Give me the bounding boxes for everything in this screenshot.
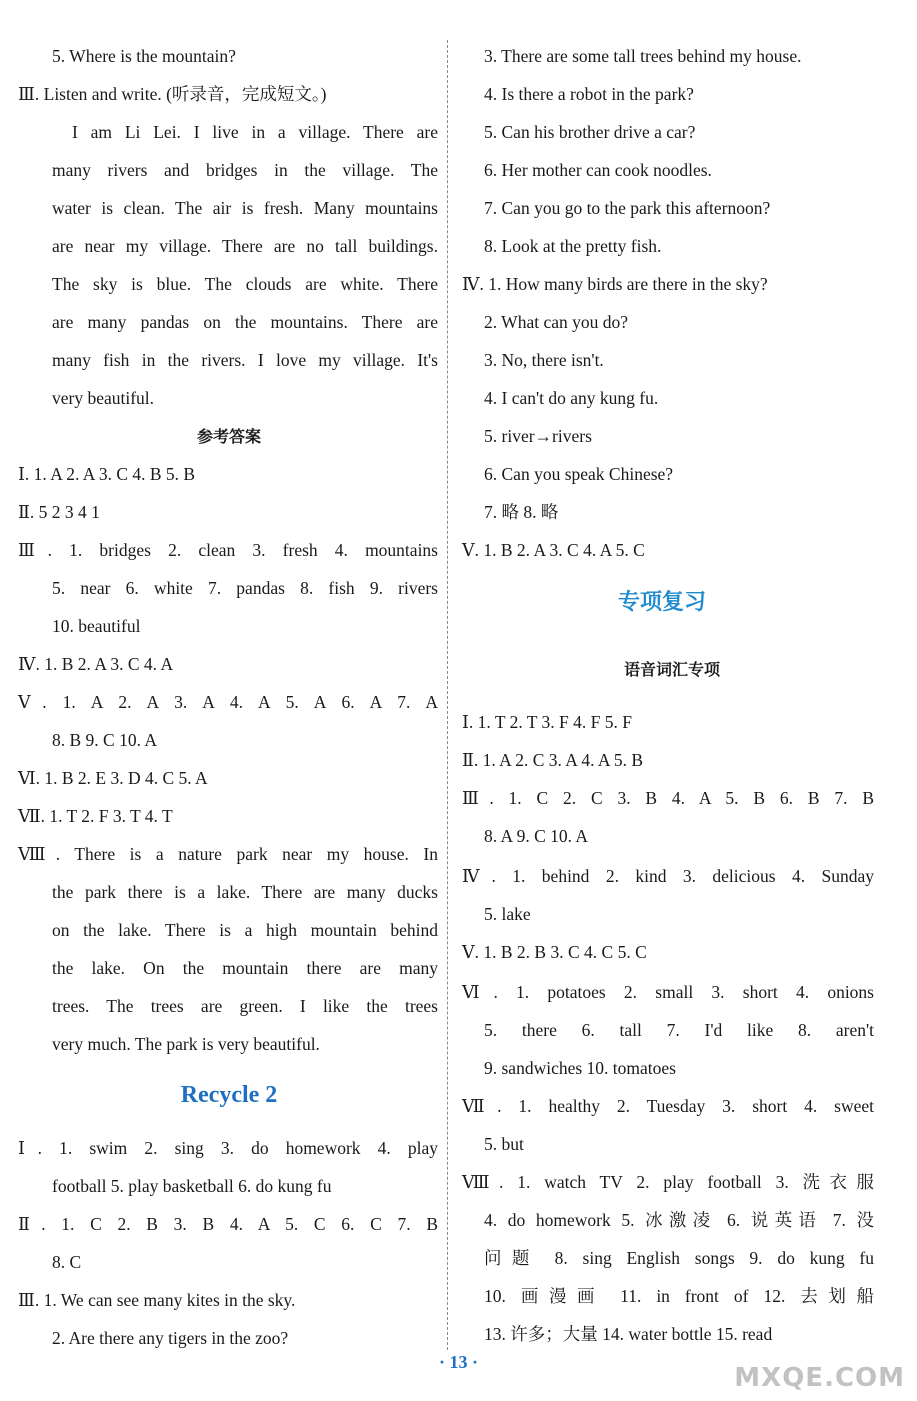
answer-line: Ⅰ. 1. swim 2. sing 3. do homework 4. play bbox=[18, 1138, 438, 1158]
answer-line: 3. No, there isn't. bbox=[484, 350, 604, 370]
answer-line: Ⅷ. 1. watch TV 2. play football 3. 洗衣服 bbox=[462, 1172, 874, 1192]
column-divider bbox=[447, 40, 448, 1350]
answer-line: 5. Can his brother drive a car? bbox=[484, 122, 696, 142]
answer-line: Ⅴ. 1. A 2. A 3. A 4. A 5. A 6. A 7. A bbox=[18, 692, 438, 712]
answer-line: The sky is blue. The clouds are white. There bbox=[52, 274, 438, 294]
answer-line: 9. sandwiches 10. tomatoes bbox=[484, 1058, 676, 1078]
answer-line: 5. lake bbox=[484, 904, 531, 924]
answer-line: Ⅲ. 1. bridges 2. clean 3. fresh 4. mountains bbox=[18, 540, 438, 560]
answer-line: 3. There are some tall trees behind my house. bbox=[484, 46, 802, 66]
answer-line: Ⅷ. There is a nature park near my house. In bbox=[18, 844, 438, 864]
answer-line: very much. The park is very beautiful. bbox=[52, 1034, 320, 1054]
answer-line: the park there is a lake. There are many ducks bbox=[52, 882, 438, 902]
answer-line: many fish in the rivers. I love my village. It's bbox=[52, 350, 438, 370]
answer-line: Ⅴ. 1. B 2. A 3. C 4. A 5. C bbox=[462, 540, 645, 560]
answer-line: 7. Can you go to the park this afternoon? bbox=[484, 198, 771, 218]
section-heading: 专项复习 bbox=[617, 590, 706, 615]
answer-line: are many pandas on the mountains. There are bbox=[52, 312, 438, 332]
answer-line: 5. but bbox=[484, 1134, 524, 1154]
answer-line: Ⅳ. 1. B 2. A 3. C 4. A bbox=[18, 654, 174, 674]
section-heading: 语音词汇专项 bbox=[623, 660, 720, 679]
answer-line: Ⅳ. 1. How many birds are there in the sky? bbox=[462, 274, 768, 294]
answer-line: 5. Where is the mountain? bbox=[52, 46, 236, 66]
answer-line: Ⅲ. 1. C 2. C 3. B 4. A 5. B 6. B 7. B bbox=[462, 788, 874, 808]
answer-line: football 5. play basketball 6. do kung fu bbox=[52, 1176, 332, 1196]
answer-line: Ⅵ. 1. B 2. E 3. D 4. C 5. A bbox=[18, 768, 208, 788]
answer-line: 问题 8. sing English songs 9. do kung fu bbox=[484, 1248, 874, 1268]
section-heading: 参考答案 bbox=[196, 427, 261, 446]
answer-line: 6. Can you speak Chinese? bbox=[484, 464, 674, 484]
answer-line: very beautiful. bbox=[52, 388, 155, 408]
answer-line: 6. Her mother can cook noodles. bbox=[484, 160, 712, 180]
answer-line: 10. 画漫画 11. in front of 12. 去划船 bbox=[484, 1286, 874, 1306]
answer-line: 10. beautiful bbox=[52, 616, 141, 636]
answer-line: Ⅶ. 1. healthy 2. Tuesday 3. short 4. sweet bbox=[462, 1096, 874, 1116]
answer-line: 2. Are there any tigers in the zoo? bbox=[52, 1328, 289, 1348]
answer-line: Ⅰ. 1. A 2. A 3. C 4. B 5. B bbox=[18, 464, 196, 484]
answer-line: Ⅳ. 1. behind 2. kind 3. delicious 4. Sunday bbox=[462, 866, 874, 886]
answer-line: 4. Is there a robot in the park? bbox=[484, 84, 694, 104]
answer-line: Ⅶ. 1. T 2. F 3. T 4. T bbox=[18, 806, 173, 826]
answer-line: 5. there 6. tall 7. I'd like 8. aren't bbox=[484, 1020, 874, 1040]
answer-line: 8. A 9. C 10. A bbox=[484, 826, 589, 846]
answer-line: 8. C bbox=[52, 1252, 82, 1272]
answer-line: 5. near 6. white 7. pandas 8. fish 9. rivers bbox=[52, 578, 438, 598]
answer-line: are near my village. There are no tall buildings. bbox=[52, 236, 438, 256]
answer-line: 5. river→rivers bbox=[484, 426, 592, 446]
answer-line: Ⅱ. 5 2 3 4 1 bbox=[18, 502, 100, 522]
answer-line: Ⅵ. 1. potatoes 2. small 3. short 4. onions bbox=[462, 982, 874, 1002]
answer-line: I am Li Lei. I live in a village. There are bbox=[72, 122, 438, 142]
answer-line: Ⅲ. Listen and write. (听录音，完成短文。) bbox=[18, 84, 327, 104]
answer-line: 8. Look at the pretty fish. bbox=[484, 236, 662, 256]
answer-line: many rivers and bridges in the village. The bbox=[52, 160, 438, 180]
answer-line: trees. The trees are green. I like the trees bbox=[52, 996, 438, 1016]
answer-line: 7. 略 8. 略 bbox=[484, 502, 559, 522]
answer-line: 8. B 9. C 10. A bbox=[52, 730, 158, 750]
answer-line: Ⅴ. 1. B 2. B 3. C 4. C 5. C bbox=[462, 942, 647, 962]
answer-line: Ⅲ. 1. We can see many kites in the sky. bbox=[18, 1290, 296, 1310]
answer-line: Ⅰ. 1. T 2. T 3. F 4. F 5. F bbox=[462, 712, 632, 732]
answer-line: 4. do homework 5. 冰激凌 6. 说英语 7. 没 bbox=[484, 1210, 874, 1230]
answer-line: on the lake. There is a high mountain behind bbox=[52, 920, 438, 940]
section-heading: Recycle 2 bbox=[180, 1082, 278, 1108]
answer-line: 2. What can you do? bbox=[484, 312, 629, 332]
answer-line: 4. I can't do any kung fu. bbox=[484, 388, 659, 408]
watermark-logo: MXQE.COM bbox=[734, 1363, 905, 1393]
answer-line: water is clean. The air is fresh. Many mountains bbox=[52, 198, 438, 218]
answer-line: 13. 许多；大量 14. water bottle 15. read bbox=[484, 1324, 773, 1344]
page-number: · 13 · bbox=[438, 1352, 478, 1372]
answer-line: the lake. On the mountain there are many bbox=[52, 958, 438, 978]
answer-line: Ⅱ. 1. A 2. C 3. A 4. A 5. B bbox=[462, 750, 644, 770]
answer-line: Ⅱ. 1. C 2. B 3. B 4. A 5. C 6. C 7. B bbox=[18, 1214, 438, 1234]
